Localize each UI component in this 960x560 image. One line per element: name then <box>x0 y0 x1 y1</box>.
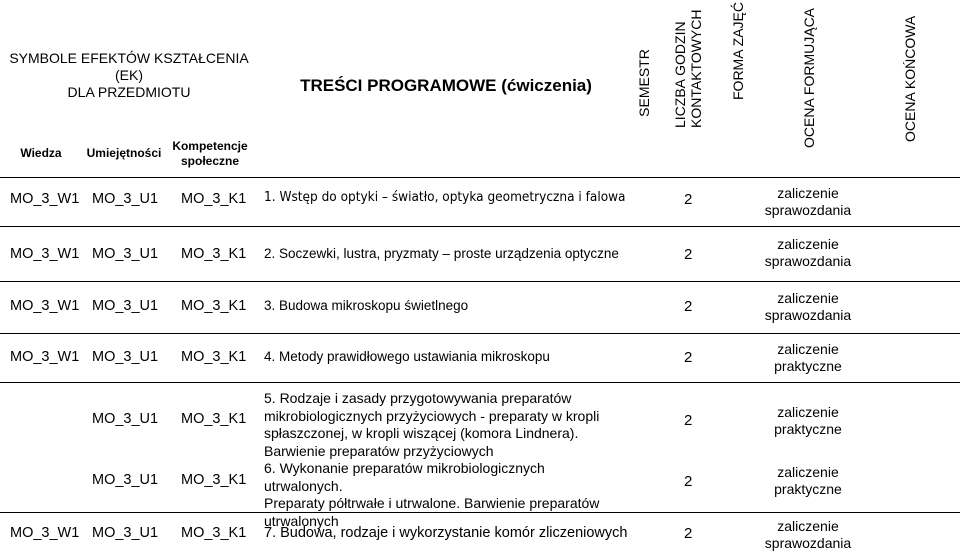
row-divider <box>0 382 960 383</box>
row5-hours: 2 <box>684 412 693 429</box>
block-desc-line: Preparaty półtrwałe i utrwalone. Barwienie preparatów <box>264 495 600 511</box>
row7-ocena <box>753 518 863 552</box>
row3-u: MO_3_U1 <box>92 298 159 314</box>
ocena-koncowa-header: OCENA KOŃCOWA <box>902 15 918 142</box>
kompetencje-line1: Kompetencje <box>172 139 248 153</box>
kompetencje-line2: społeczne <box>180 154 240 168</box>
row4-desc: 4. Metody prawidłowego ustawiania mikroskopu <box>264 349 550 364</box>
row7-w: MO_3_W1 <box>10 525 80 541</box>
row1-w: MO_3_W1 <box>10 191 80 207</box>
row1-desc: 1. Wstęp do optyki – światło, optyka geometryczna i falowa <box>264 189 626 205</box>
row3-hours: 2 <box>684 298 693 315</box>
liczba-godzin-header <box>672 9 704 128</box>
row4-ocena-line2: praktyczne <box>774 358 842 374</box>
row5-k: MO_3_K1 <box>181 411 247 427</box>
row3-desc: 3. Budowa mikroskopu świetlnego <box>264 298 469 313</box>
row7-hours: 2 <box>684 525 693 542</box>
row1-hours: 2 <box>684 191 693 208</box>
row2-desc: 2. Soczewki, lustra, pryzmaty – proste urządzenia optyczne <box>264 246 619 261</box>
block-description <box>264 390 624 530</box>
row2-u: MO_3_U1 <box>92 246 159 262</box>
row-divider <box>0 281 960 282</box>
row5-u: MO_3_U1 <box>92 411 159 427</box>
row6-k: MO_3_K1 <box>181 472 247 488</box>
row4-w: MO_3_W1 <box>10 349 80 365</box>
row5-ocena-line1: zaliczenie <box>777 404 839 420</box>
symbole-header <box>0 50 258 101</box>
row6-hours: 2 <box>684 473 693 490</box>
row7-u: MO_3_U1 <box>92 525 159 541</box>
row3-ocena-line1: zaliczenie <box>777 290 839 306</box>
semestr-header: SEMESTR <box>636 49 652 117</box>
row4-u: MO_3_U1 <box>92 349 159 365</box>
row6-ocena-line1: zaliczenie <box>777 464 839 480</box>
row3-ocena <box>753 290 863 324</box>
row-divider <box>0 177 960 178</box>
ocena-formujaca-header: OCENA FORMUJĄCA <box>801 7 817 148</box>
row7-ocena-line2: sprawozdania <box>764 535 852 551</box>
block-desc-line: 6. Wykonanie preparatów mikrobiologicznych utrwalonych. <box>264 460 545 494</box>
row2-ocena <box>753 236 863 270</box>
row1-ocena <box>753 185 863 219</box>
row7-ocena-line1: zaliczenie <box>777 518 839 534</box>
row2-ocena-line2: sprawozdania <box>764 253 852 269</box>
row4-ocena <box>753 341 863 375</box>
row2-k: MO_3_K1 <box>181 246 247 262</box>
forma-zajec-header: FORMA ZAJĘĆ <box>730 1 746 100</box>
symbole-line1: SYMBOLE EFEKTÓW KSZTAŁCENIA (EK) <box>9 50 249 83</box>
row1-k: MO_3_K1 <box>181 191 247 207</box>
row2-hours: 2 <box>684 246 693 263</box>
row7-desc: 7. Budowa, rodzaje i wykorzystanie komór zliczeniowych <box>264 525 628 541</box>
umiejetnosci-header: Umiejętności <box>86 146 162 160</box>
row1-u: MO_3_U1 <box>92 191 159 207</box>
liczba-line1: LICZBA GODZIN <box>672 21 688 128</box>
row6-ocena <box>753 464 863 498</box>
row6-u: MO_3_U1 <box>92 472 159 488</box>
row5-ocena-line2: praktyczne <box>774 421 842 437</box>
block-desc-line: mikrobiologicznych przyżyciowych - preparaty w kropli <box>264 407 600 424</box>
symbole-line2: DLA PRZEDMIOTU <box>67 84 191 100</box>
row1-ocena-line1: zaliczenie <box>777 185 839 201</box>
row4-ocena-line1: zaliczenie <box>777 341 839 357</box>
row7-k: MO_3_K1 <box>181 525 247 541</box>
row3-w: MO_3_W1 <box>10 298 80 314</box>
row4-k: MO_3_K1 <box>181 349 247 365</box>
row5-ocena <box>753 404 863 438</box>
row6-ocena-line2: praktyczne <box>774 481 842 497</box>
block-desc-line: spłaszczonej, w kropli wiszącej (komora Lindnera). <box>264 425 579 441</box>
tresci-header: TREŚCI PROGRAMOWE (ćwiczenia) <box>300 76 592 95</box>
kompetencje-header <box>168 139 252 169</box>
row3-k: MO_3_K1 <box>181 298 247 314</box>
row3-ocena-line2: sprawozdania <box>764 307 852 323</box>
block-desc-line: utrwalonych <box>264 512 339 529</box>
row2-ocena-line1: zaliczenie <box>777 236 839 252</box>
row-divider <box>0 333 960 334</box>
row-divider <box>0 226 960 227</box>
row4-hours: 2 <box>684 349 693 366</box>
wiedza-header: Wiedza <box>20 146 62 160</box>
block-desc-line: Barwienie preparatów przyżyciowych <box>264 442 494 459</box>
liczba-line2: KONTAKTOWYCH <box>688 9 704 128</box>
block-desc-line: 5. Rodzaje i zasady przygotowywania preparatów <box>264 390 572 406</box>
row1-ocena-line2: sprawozdania <box>764 202 852 218</box>
row2-w: MO_3_W1 <box>10 246 80 262</box>
